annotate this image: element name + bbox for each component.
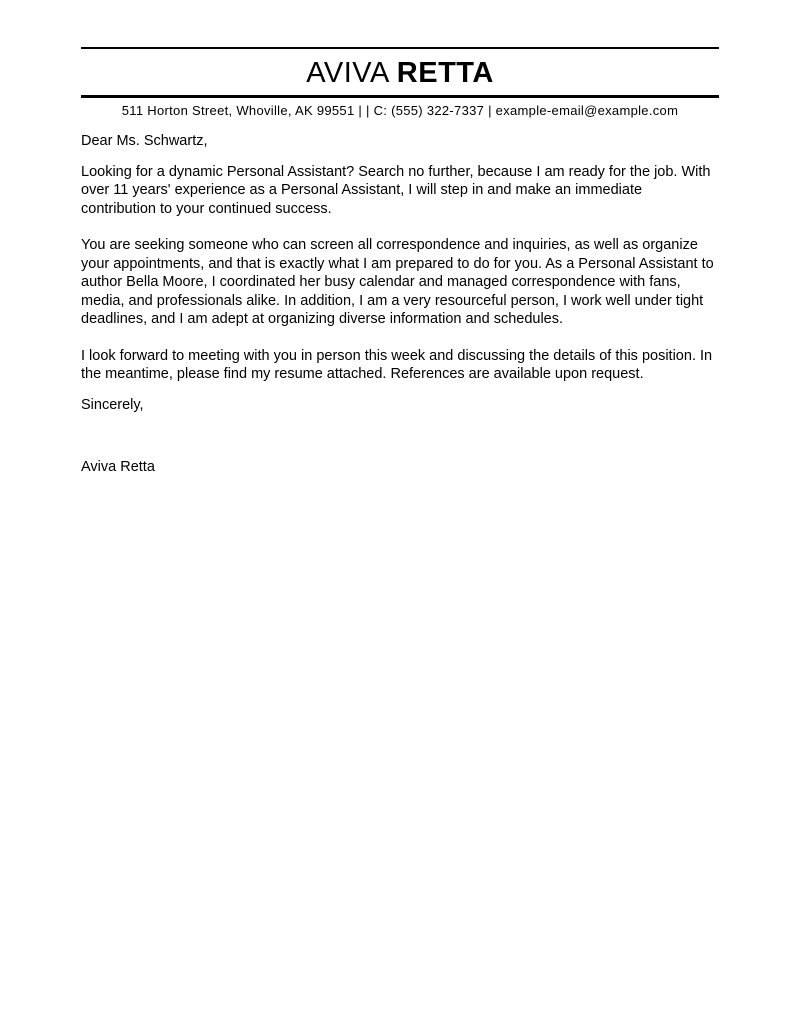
last-name: RETTA (396, 57, 494, 89)
contact-line: 511 Horton Street, Whoville, AK 99551 | | C: (555) 322-7337 | example-email@example.com (121, 103, 679, 118)
signature: Aviva Retta (81, 459, 155, 475)
applicant-name (81, 54, 719, 92)
paragraph-intro: Looking for a dynamic Personal Assistant? Search no further, because I am ready for the job. With over 11 years' experience as a Personal Assistant, I will step in and make an immediate contribution to your continued success. (81, 163, 711, 217)
paragraph-experience: You are seeking someone who can screen all correspondence and inquiries, as well as organize your appointments, and that is exactly what I am prepared to do for you. As a Personal Assistant to author Bella Moore, I coordinated her busy calendar and managed correspondence with fans, media, and professionals alike. In addition, I am a very resourceful person, I work well under tight deadlines, and I am adept at organizing diverse information and schedules. (81, 237, 714, 327)
paragraph-closing: I look forward to meeting with you in person this week and discussing the details of this position. In the meantime, please find my resume attached. References are available upon request. (81, 347, 713, 382)
letter-body (81, 132, 721, 477)
first-name: AVIVA (306, 57, 389, 89)
closing: Sincerely, (81, 396, 144, 413)
salutation: Dear Ms. Schwartz, (81, 133, 208, 149)
header-top-rule (81, 47, 719, 49)
header-bottom-rule (81, 95, 719, 98)
